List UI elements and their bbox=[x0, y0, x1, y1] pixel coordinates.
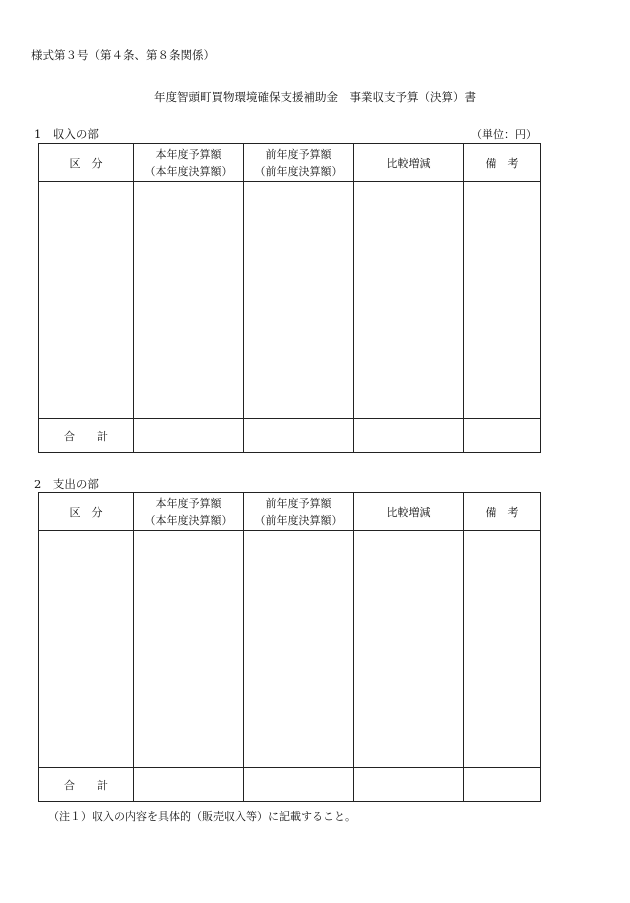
expense-total-label: 合 計 bbox=[39, 768, 134, 802]
header-previous-budget-label: 前年度予算額 bbox=[265, 147, 332, 161]
income-total-label: 合 計 bbox=[39, 419, 134, 453]
income-comparison-cell[interactable] bbox=[354, 182, 464, 419]
header-category-label: 区 分 bbox=[69, 156, 103, 170]
expense-table bbox=[38, 492, 541, 802]
header-comparison bbox=[354, 144, 464, 182]
expense-previous-budget-cell[interactable] bbox=[244, 531, 354, 768]
income-entry-row bbox=[39, 182, 541, 419]
income-previous-budget-cell[interactable] bbox=[244, 182, 354, 419]
header-comparison bbox=[354, 493, 464, 531]
income-current-budget-cell[interactable] bbox=[134, 182, 244, 419]
footnote: （注１）収入の内容を具体的（販売収入等）に記載すること。 bbox=[48, 810, 356, 823]
header-comparison-label: 比較増減 bbox=[386, 156, 431, 170]
header-previous-budget-label: 前年度予算額 bbox=[265, 496, 332, 510]
income-total-remarks-cell[interactable] bbox=[464, 419, 541, 453]
header-remarks bbox=[464, 144, 541, 182]
expense-total-comparison-cell[interactable] bbox=[354, 768, 464, 802]
expense-current-budget-cell[interactable] bbox=[134, 531, 244, 768]
header-remarks-label: 備 考 bbox=[485, 505, 519, 519]
header-current-budget bbox=[134, 493, 244, 531]
expense-comparison-cell[interactable] bbox=[354, 531, 464, 768]
form-number: 様式第３号（第４条、第８条関係） bbox=[31, 48, 215, 62]
expense-total-previous-cell[interactable] bbox=[244, 768, 354, 802]
header-remarks-label: 備 考 bbox=[485, 156, 519, 170]
document-title: 年度智頭町買物環境確保支援補助金 事業収支予算（決算）書 bbox=[154, 90, 476, 104]
expense-section-label: 2 支出の部 bbox=[34, 477, 99, 491]
expense-total-current-cell[interactable] bbox=[134, 768, 244, 802]
header-category-label: 区 分 bbox=[69, 505, 103, 519]
unit-label: （単位：円） bbox=[471, 128, 537, 141]
income-section-label: 1 収入の部 bbox=[34, 127, 99, 141]
header-category bbox=[39, 144, 134, 182]
header-previous-settlement-label: （前年度決算額） bbox=[254, 513, 343, 527]
header-current-settlement-label: （本年度決算額） bbox=[144, 164, 233, 178]
header-previous-budget bbox=[244, 493, 354, 531]
income-header-row bbox=[39, 144, 541, 182]
header-previous-settlement-label: （前年度決算額） bbox=[254, 164, 343, 178]
income-total-row bbox=[39, 419, 541, 453]
income-total-comparison-cell[interactable] bbox=[354, 419, 464, 453]
header-current-budget bbox=[134, 144, 244, 182]
expense-total-remarks-cell[interactable] bbox=[464, 768, 541, 802]
expense-category-cell[interactable] bbox=[39, 531, 134, 768]
header-current-settlement-label: （本年度決算額） bbox=[144, 513, 233, 527]
header-current-budget-label: 本年度予算額 bbox=[155, 496, 222, 510]
expense-remarks-cell[interactable] bbox=[464, 531, 541, 768]
expense-total-row bbox=[39, 768, 541, 802]
expense-header-row bbox=[39, 493, 541, 531]
income-total-current-cell[interactable] bbox=[134, 419, 244, 453]
income-remarks-cell[interactable] bbox=[464, 182, 541, 419]
expense-entry-row bbox=[39, 531, 541, 768]
header-comparison-label: 比較増減 bbox=[386, 505, 431, 519]
header-category bbox=[39, 493, 134, 531]
header-remarks bbox=[464, 493, 541, 531]
income-category-cell[interactable] bbox=[39, 182, 134, 419]
header-previous-budget bbox=[244, 144, 354, 182]
income-total-previous-cell[interactable] bbox=[244, 419, 354, 453]
header-current-budget-label: 本年度予算額 bbox=[155, 147, 222, 161]
income-table bbox=[38, 143, 541, 453]
